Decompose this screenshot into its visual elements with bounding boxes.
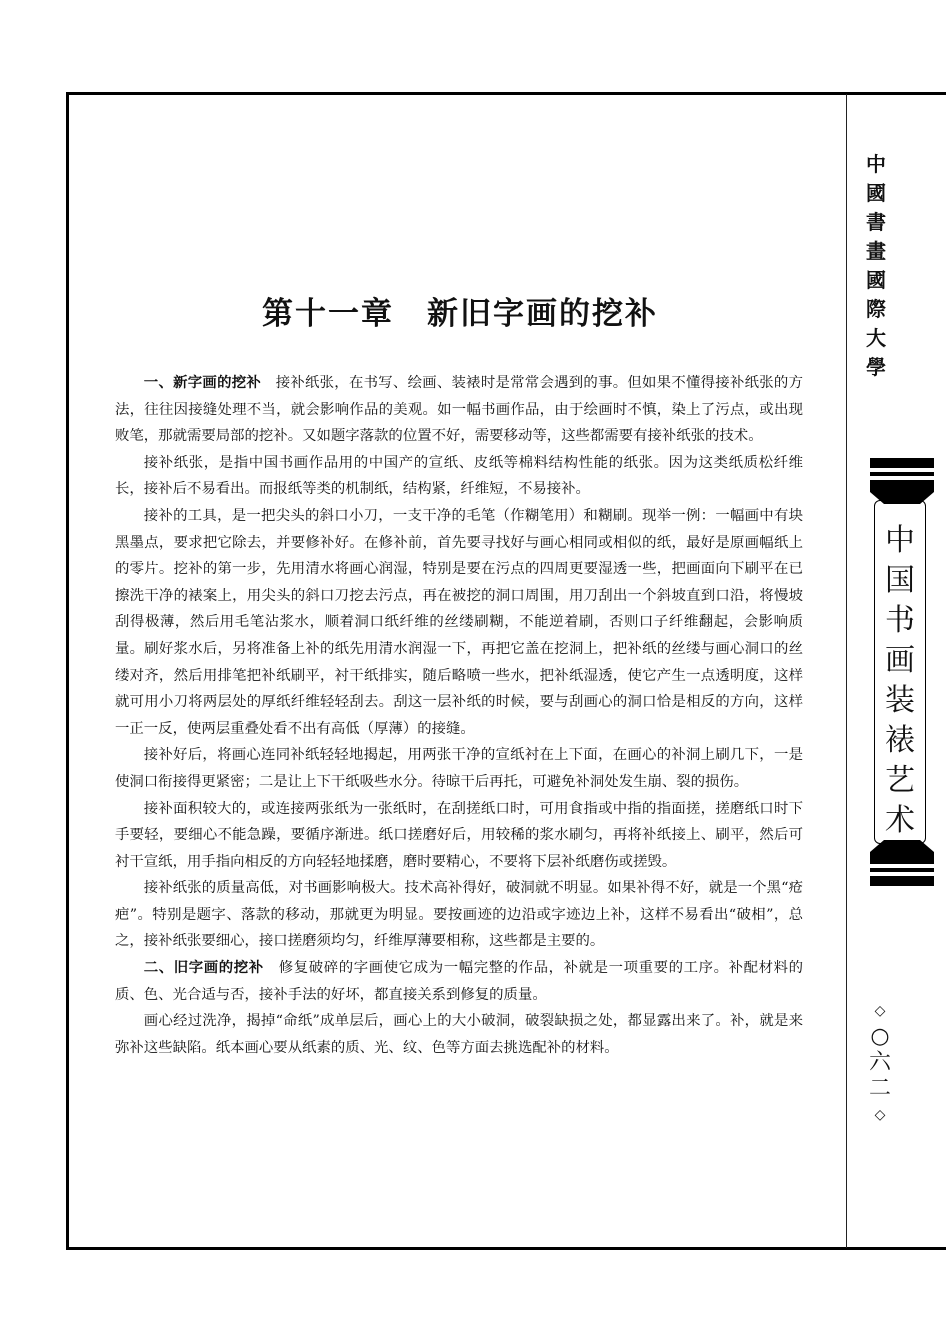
banner-bottom-bar bbox=[870, 876, 934, 886]
banner-frame bbox=[874, 500, 926, 844]
series-banner bbox=[870, 458, 934, 886]
banner-bottom-ornament bbox=[870, 840, 934, 864]
sidebar-divider bbox=[846, 94, 847, 1248]
paragraph bbox=[115, 370, 803, 450]
series-title: 中国书画装裱艺术 bbox=[885, 523, 915, 838]
school-name: 中國書畫國際大學 bbox=[866, 152, 886, 379]
diamond-icon: ◇ bbox=[874, 1107, 886, 1123]
page-number-block bbox=[860, 998, 900, 1128]
paragraph: 接补面积较大的，或连接两张纸为一张纸时，在刮搓纸口时，可用食指或中指的指面搓，搓磨纸口时下手要轻，要细心不能急躁，要循序渐进。纸口搓磨好后，用较稀的浆水刷匀，再将补纸接上、刷平，然后可衬干宣纸，用手指向相反的方向轻轻地揉磨，磨时要精心，不要将下层补纸磨伤或搓毁。 bbox=[115, 800, 803, 870]
paragraph: 接补好后，将画心连同补纸轻轻地揭起，用两张干净的宣纸衬在上下面，在画心的补洞上刷几下，一是使洞口衔接得更紧密；二是让上下干纸吸些水分。待晾干后再托，可避免补洞处发生崩、裂的损伤。 bbox=[115, 747, 803, 790]
banner-top-bar bbox=[870, 458, 934, 468]
paragraph: 接补纸张，是指中国书画作品用的中国产的宣纸、皮纸等棉料结构性能的纸张。因为这类纸质松纤维长，接补后不易看出。而报纸等类的机制纸，结构紧，纤维短，不易接补。 bbox=[115, 454, 803, 498]
section-heading: 二、旧字画的挖补 bbox=[143, 960, 264, 977]
paragraph bbox=[115, 955, 803, 1008]
body-text bbox=[115, 370, 803, 1061]
section-heading: 一、新字画的挖补 bbox=[143, 375, 262, 391]
banner-bottom-rule bbox=[870, 868, 934, 872]
diamond-icon: ◇ bbox=[874, 1003, 886, 1019]
banner-top-rule bbox=[870, 472, 934, 476]
paragraph-text: 接补纸张，在书写、绘画、装裱时是常常会遇到的事。但如果不懂得接补纸张的方法，往往因接缝处理不当，就会影响作品的美观。如一幅书画作品，由于绘画时不慎，染上了污点，或出现败笔，那就需要局部的挖补。又如题字落款的位置不好，需要移动等，这些都需要有接补纸张的技术。 bbox=[115, 375, 803, 445]
page-number: ○六二 bbox=[868, 1024, 891, 1101]
paragraph: 接补的工具，是一把尖头的斜口小刀，一支干净的毛笔（作糊笔用）和糊刷。现举一例：一幅画中有块黑墨点，要求把它除去，并要修补好。在修补前，首先要寻找好与画心相同或相似的纸，最好是原画幅纸上的零片。挖补的第一步，先用清水将画心润湿，特别是要在污点的四周更要湿透一些，把画面向下刷平在已擦洗干净的裱案上，用尖头的斜口刀挖去污点，再在被挖的洞口周围，用刀刮出一个斜坡直到口沿，将慢坡刮得极薄，然后用毛笔沾浆水，顺着洞口纸纤维的丝缕刷糊，不能逆着刷，否则口子纤维翻起，会影响质量。刷好浆水后，另将准备上补的纸先用清水润湿一下，再把它盖在挖洞上，把补纸的丝缕与画心洞口的丝缕对齐，然后用排笔把补纸刷平，衬干纸排实，随后略喷一些水，把补纸湿透，使它产生一点透明度，这样就可用小刀将两层处的厚纸纤维轻轻刮去。刮这一层补纸的时候，要与刮画心的洞口恰是相反的方向，这样一正一反，使两层重叠处看不出有高低（厚薄）的接缝。 bbox=[115, 507, 803, 737]
paragraph: 接补纸张的质量高低，对书画影响极大。技术高补得好，破洞就不明显。如果补得不好，就是一个黑“疮疤”。特别是题字、落款的移动，那就更为明显。要按画迹的边沿或字迹边上补，这样不易看出“破相”，总之，接补纸张要细心，接口搓磨须均匀，纤维厚薄要相称，这些都是主要的。 bbox=[115, 880, 803, 950]
paragraph: 画心经过洗净，揭掉“命纸”成单层后，画心上的大小破洞，破裂缺损之处，都显露出来了。补，就是来弥补这些缺陷。纸本画心要从纸素的质、光、纹、色等方面去挑选配补的材料。 bbox=[115, 1013, 803, 1056]
paragraph-text: 修复破碎的字画使它成为一幅完整的作品，补就是一项重要的工序。补配材料的质、色、光合适与否，接补手法的好坏，都直接关系到修复的质量。 bbox=[115, 960, 803, 1003]
chapter-title: 第十一章 新旧字画的挖补 bbox=[262, 296, 658, 332]
